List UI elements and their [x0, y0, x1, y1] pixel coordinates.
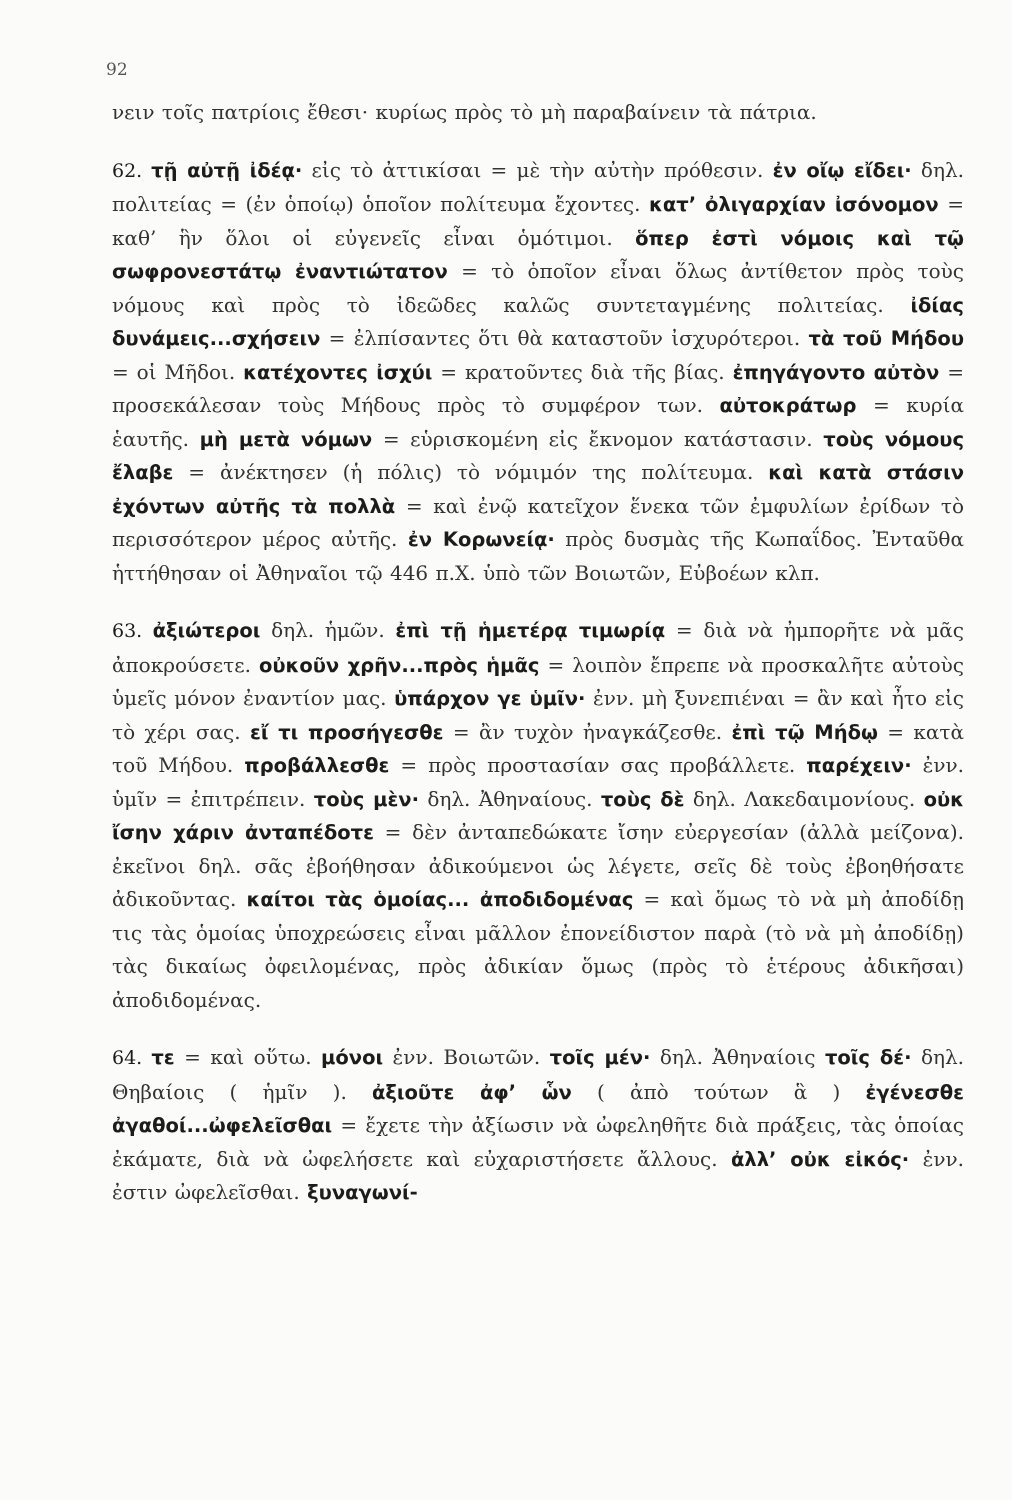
lemma-term: ἐπηγάγοντο αὐτὸν — [732, 360, 940, 384]
gloss-text: = δὲν ἀνταπεδώκατε ἴσην εὐεργεσίαν (ἀλλὰ μείζονα). ἐκεῖνοι δηλ. σᾶς ἐβοήθησαν ἀδικούμενοι ὡς λέγετε, σεῖς δὲ τοὺς ἐβοηθήσατε ἀδικοῦντας. — [112, 820, 964, 911]
page-number: 92 — [106, 60, 128, 80]
lemma-term: ἀξιώτεροι — [152, 619, 261, 642]
lemma-term: ἐπὶ τῷ Μήδῳ — [731, 720, 878, 744]
gloss-text: = τὸ ὁποῖον εἶναι ὅλως ἀντίθετον πρὸς τοὺς νόμους καὶ πρὸς τὸ ἰδεῶδες καλῶς συντεταγμένης πολιτείας. — [112, 259, 964, 317]
gloss-text: = λοιπὸν ἔπρεπε νὰ προσκαλῆτε αὐτοὺς ὑμεῖς μόνον ἐναντίον μας. — [112, 652, 964, 710]
gloss-text: = καὶ ὅμως τὸ νὰ μὴ ἀποδίδῃ τις τὰς ὁμοίας ὑποχρεώσεις εἶναι μᾶλλον ἐπονείδιστον παρὰ (τὸ νὰ μὴ ἀποδίδῃ) τὰς δικαίως ὀφειλομένας, πρὸς ἀδικίαν ὅμως (πρὸς τὸ ἑτέρους ἀδικῆσαι) ἀποδιδομένας. — [112, 887, 964, 1012]
gloss-text: = καθ’ ἣν ὅλοι οἱ εὐγενεῖς εἶναι ὁμότιμοι. — [112, 192, 964, 250]
lemma-term: ἐν οἴῳ εἴδει· — [772, 158, 912, 182]
gloss-text: = ἐλπίσαντες ὅτι θὰ καταστοῦν ἰσχυρότεροι. — [320, 326, 809, 350]
gloss-text: δηλ. Ἀθηναίους. — [419, 786, 601, 811]
section-number: 62. — [112, 159, 152, 182]
paragraph — [112, 614, 964, 1017]
lemma-term: ἰδίας δυνάμεις...σχήσειν — [112, 293, 964, 350]
gloss-text: δηλ. Ἀθηναίοις — [650, 1045, 825, 1069]
lemma-term: τε — [151, 1046, 175, 1069]
paragraph — [112, 1041, 964, 1210]
gloss-text: = κατὰ τοῦ Μήδου. — [112, 719, 964, 777]
gloss-text: δηλ. Θηβαίοις ( ἡμῖν ). — [112, 1045, 964, 1104]
gloss-text: = καὶ οὕτω. — [174, 1045, 322, 1069]
gloss-text: ἐνν. μὴ ξυνεπιέναι = ἂν καὶ ἦτο εἰς τὸ χέρι σας. — [112, 686, 964, 744]
section-number: 64. — [112, 1047, 152, 1069]
lemma-term: ὑπάρχον γε ὑμῖν· — [394, 687, 586, 710]
gloss-text: = ἂν τυχὸν ἠναγκάζεσθε. — [443, 719, 732, 744]
gloss-text: = διὰ νὰ ἠμπορῆτε νὰ μᾶς ἀποκρούσετε. — [112, 618, 965, 677]
gloss-text: δηλ. Λακεδαιμονίους. — [684, 786, 924, 811]
paragraph — [112, 96, 964, 130]
lemma-term: τοῖς μέν· — [549, 1046, 651, 1069]
gloss-text: δηλ. ἡμῶν. — [260, 618, 396, 642]
section-number: 63. — [112, 620, 153, 642]
gloss-text: ἐνν. Βοιωτῶν. — [383, 1045, 550, 1069]
lemma-term: εἴ τι προσήγεσθε — [249, 720, 444, 744]
lemma-term: τῇ αὐτῇ ἰδέᾳ· — [151, 158, 303, 182]
lemma-term: τὰ τοῦ Μήδου — [808, 327, 964, 350]
gloss-text: πρὸς δυσμὰς τῆς Κωπαΐδος. Ἐνταῦθα ἡττήθησαν οἱ Ἀθηναῖοι τῷ 446 π.Χ. ὑπὸ τῶν Βοιωτῶν, Εὐβοέων κλπ. — [112, 527, 964, 585]
gloss-text: νειν τοῖς πατρίοις ἔθεσι· κυρίως πρὸς τὸ μὴ παραβαίνειν τὰ πάτρια. — [112, 100, 817, 124]
gloss-text: = πρὸς προστασίαν σας προβάλλετε. — [389, 753, 807, 777]
gloss-text: = κρατοῦντες διὰ τῆς βίας. — [432, 359, 733, 384]
lemma-term: κατ’ ὀλιγαρχίαν ἰσόνομον — [649, 193, 939, 216]
gloss-text: = ἀνέκτησεν (ἡ πόλις) τὸ νόμιμόν της πολίτευμα. — [173, 460, 769, 484]
lemma-term: οὐκ ἴσην χάριν ἀνταπέδοτε — [112, 787, 965, 844]
commentary-text — [112, 96, 964, 1210]
gloss-text: = προσεκάλεσαν τοὺς Μήδους πρὸς τὸ συμφέρον των. — [112, 359, 964, 417]
lemma-term: καίτοι τὰς ὁμοίας... ἀποδιδομένας — [246, 888, 634, 911]
gloss-text: εἰς τὸ ἀττικίσαι = μὲ τὴν αὐτὴν πρόθεσιν. — [302, 157, 773, 182]
lemma-term: καὶ κατὰ στάσιν ἐχόντων αὐτῆς τὰ πολλὰ — [112, 461, 964, 518]
lemma-term: ξυναγωνί- — [307, 1181, 418, 1204]
gloss-text: ἐνν. ὑμῖν = ἐπιτρέπειν. — [112, 753, 964, 811]
gloss-text: ἐνν. ἐστιν ὠφελεῖσθαι. — [112, 1146, 965, 1204]
lemma-term: μὴ μετὰ νόμων — [199, 427, 373, 451]
lemma-term: προβάλλεσθε — [244, 754, 390, 777]
gloss-text: = ἔχετε τὴν ἀξίωσιν νὰ ὠφεληθῆτε διὰ πράξεις, τὰς ὁποίας ἐκάματε, διὰ νὰ ὠφελήσετε καὶ εὐχαριστήσετε ἄλλους. — [112, 1113, 964, 1171]
paragraph — [112, 154, 964, 591]
lemma-term: ἐγένεσθε ἀγαθοί...ὠφελεῖσθαι — [112, 1080, 965, 1137]
lemma-term: ἀξιοῦτε ἀφ’ ὧν — [371, 1080, 572, 1104]
lemma-term: ἐν Κορωνείᾳ· — [407, 528, 555, 551]
lemma-term: τοὺς μὲν· — [313, 787, 419, 811]
lemma-term: τοὺς δὲ — [600, 787, 685, 811]
gloss-text: = κυρία ἑαυτῆς. — [112, 393, 964, 451]
gloss-text: = καὶ ἐνῷ κατεῖχον ἕνεκα τῶν ἐμφυλίων ἐρίδων τὸ περισσότερον μέρος αὐτῆς. — [112, 493, 964, 551]
lemma-term: οὐκοῦν χρῆν...πρὸς ἡμᾶς — [258, 653, 540, 677]
lemma-term: κατέχοντες ἰσχύι — [243, 360, 433, 384]
lemma-term: τοὺς νόμους ἔλαβε — [112, 427, 965, 484]
lemma-term: τοῖς δέ· — [824, 1046, 912, 1069]
lemma-term: μόνοι — [321, 1046, 384, 1069]
lemma-term: παρέχειν· — [806, 754, 912, 777]
gloss-text: ( ἀπὸ τούτων ἃ ) — [571, 1079, 866, 1104]
gloss-text: = εὑρισκομένη εἰς ἔκνομον κατάστασιν. — [372, 426, 824, 451]
lemma-term: ἀλλ’ οὐκ εἰκός· — [730, 1147, 910, 1171]
lemma-term: ἐπὶ τῇ ἡμετέρᾳ τιμωρίᾳ — [395, 619, 666, 642]
gloss-text: δηλ. πολιτείας = (ἐν ὁποίῳ) ὁποῖον πολίτευμα ἔχοντες. — [112, 157, 964, 216]
lemma-term: αὐτοκράτωρ — [719, 394, 857, 417]
lemma-term: ὅπερ ἐστὶ νόμοις καὶ τῷ σωφρονεστάτῳ ἐναντιώτατον — [112, 226, 964, 283]
gloss-text: = οἱ Μῆδοι. — [112, 359, 244, 384]
